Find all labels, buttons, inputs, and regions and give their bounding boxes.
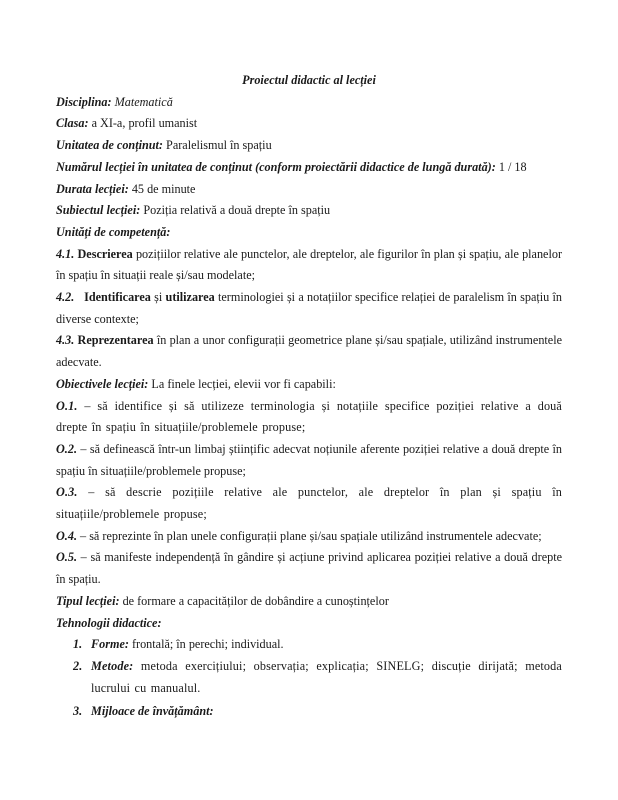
tehnologie-item [56, 701, 562, 723]
tehnologie-value: frontală; în perechi; individual. [131, 637, 284, 652]
competenta-number: 4.1. [56, 246, 75, 261]
competenta-text: în plan a unor configurații geometrice plane și/sau spațiale, utilizând instrumentele adecvate. [56, 333, 563, 370]
field-label: Clasa: [56, 116, 89, 131]
obiectiv-text: – să reprezinte în plan unele configurații plane și/sau spațiale utilizând instrumentele adecvate; [77, 528, 542, 543]
tehnologie-item [56, 634, 562, 656]
document-title: Proiectul didactic al lecției [242, 73, 376, 87]
field-value: Poziția relativă a două drepte în spațiu [143, 203, 331, 218]
obiectiv-text: – să manifeste independență în gândire și acțiune privind aplicarea poziției relative a două drepte în spațiu. [56, 550, 562, 587]
tehnologie-label: Forme: [91, 637, 129, 652]
obiectiv-number: O.5. [56, 550, 77, 565]
field-clasa [56, 113, 562, 135]
obiectiv-item [56, 439, 562, 482]
field-unitatea [56, 135, 562, 157]
obiectiv-text: – să definească într-un limbaj științific adecvat noțiunile aferente poziției relative a două drepte în spațiu în situațiile/problemele propuse; [56, 441, 562, 478]
competenta-connector: și [150, 290, 166, 305]
competenta-number: 4.2. [56, 290, 75, 305]
field-label: Tipul lecției: [56, 593, 120, 608]
obiectiv-item [56, 482, 562, 525]
field-tipul [56, 591, 562, 613]
obiectiv-item [56, 396, 562, 439]
competenta-keyword: Identificarea [84, 290, 151, 305]
field-value: a XI-a, profil umanist [91, 116, 198, 131]
competenta-text: terminologiei și a notațiilor specifice relației de paralelism în spațiu în diverse contexte; [56, 290, 563, 326]
competenta-keyword: Descrierea [77, 246, 133, 261]
competenta-keyword: Reprezentarea [77, 333, 154, 348]
field-label: Numărul lecției în unitatea de conținut (conform proiectării didactice de lungă durată): [56, 159, 496, 174]
obiectiv-number: O.3. [56, 485, 78, 500]
tehnologie-label: Metode: [91, 658, 134, 673]
field-durata [56, 179, 562, 201]
tehnologii-list [56, 634, 562, 723]
field-value: 45 de minute [131, 181, 196, 196]
obiectiv-number: O.2. [56, 441, 77, 456]
field-value: Paralelismul în spațiu [166, 138, 272, 153]
field-disciplina [56, 92, 562, 114]
obiectiv-item [56, 526, 562, 548]
competenta-item [56, 330, 562, 373]
tehnologii-heading: Tehnologii didactice: [56, 615, 162, 630]
obiectiv-item [56, 547, 562, 590]
tehnologie-value: metoda exercițiului; observația; explicația; SINELG; discuție dirijată; metoda lucrului cu manualul. [91, 658, 562, 695]
field-value: de formare a capacităților de dobândire a cunoștințelor [122, 593, 389, 608]
obiective-label: Obiectivele lecției: [56, 376, 149, 391]
tehnologie-label: Mijloace de învățământ: [91, 704, 214, 719]
field-label: Subiectul lecției: [56, 203, 141, 218]
list-number: 2. [73, 658, 83, 673]
field-label: Unitatea de conținut: [56, 138, 163, 153]
competenta-item [56, 287, 562, 330]
obiective-intro [56, 374, 562, 396]
document-page [56, 70, 562, 723]
list-number: 1. [73, 637, 83, 652]
obiectiv-text: – să descrie pozițiile relative ale punctelor, ale dreptelor în plan și spațiu în situațiile/problemele propuse; [56, 485, 562, 522]
field-value: 1 / 18 [498, 159, 527, 174]
competenta-text: pozițiilor relative ale punctelor, ale dreptelor, ale figurilor în plan și spațiu, ale planelor în spațiu în situații reale și/sau modelate; [56, 246, 563, 283]
list-number: 3. [73, 704, 83, 719]
field-label: Disciplina: [56, 94, 112, 109]
field-label: Durata lecției: [56, 181, 129, 196]
competenta-item [56, 244, 562, 287]
competenta-keyword: utilizarea [165, 290, 215, 305]
competente-heading: Unități de competență: [56, 224, 171, 239]
field-numarul [56, 157, 562, 179]
obiective-intro-text: La finele lecției, elevii vor fi capabili: [151, 376, 336, 391]
field-value: Matematică [114, 94, 173, 109]
tehnologie-item [56, 656, 562, 699]
obiectiv-text: – să identifice și să utilizeze terminologia și notațiile specifice poziției relative a două drepte în spațiu în situațiile/problemele propuse; [56, 398, 562, 435]
obiectiv-number: O.4. [56, 528, 77, 543]
obiectiv-number: O.1. [56, 398, 78, 413]
competenta-number: 4.3. [56, 333, 75, 348]
field-subiectul [56, 200, 562, 222]
